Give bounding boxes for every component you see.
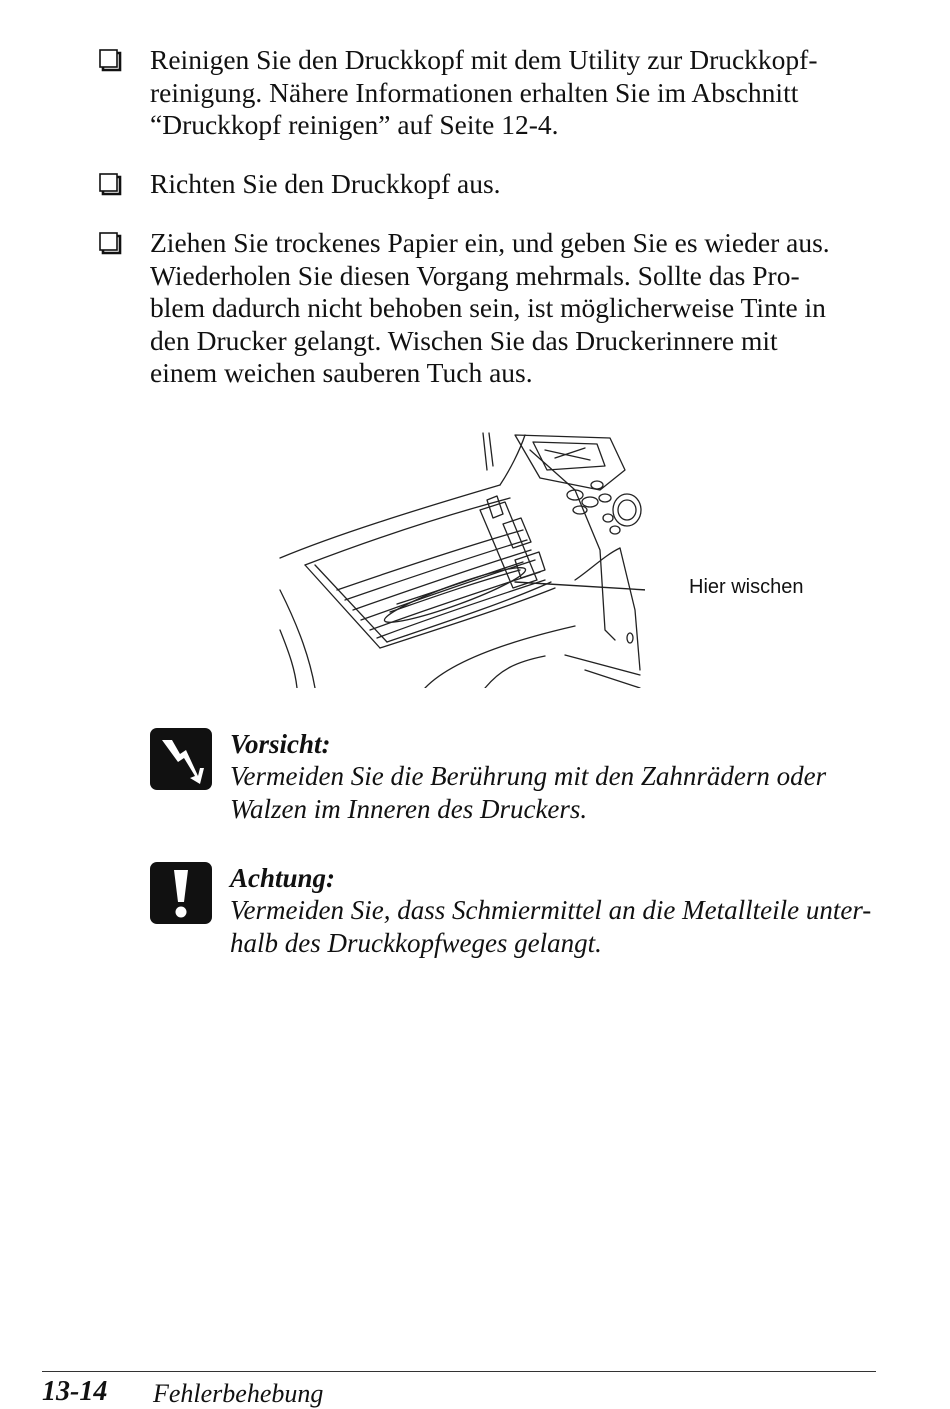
bullet-text: Reinigen Sie den Druckkopf mit dem Utility zur Druckkopf- reinigung. Nähere Informationen erhalten Sie im Abschnitt “Druckkopf reinigen” auf Seite 12-4. — [150, 44, 818, 140]
attention-text: Vermeiden Sie, dass Schmiermittel an die Metallteile unter- halb des Druckkopfweges gelangt. — [230, 895, 872, 958]
checkbox-bullet-icon — [98, 227, 122, 257]
printer-drawing — [275, 430, 645, 688]
bullet-text: Ziehen Sie trockenes Papier ein, und geben Sie es wieder aus. Wiederholen Sie diesen Vorgang mehrmals. Sollte das Pro- blem dadurch nicht behoben sein, ist möglicherweise Tinte in den Drucker gelangt. Wischen Sie das Druckerinnere mit einem weichen sauberen Tuch aus. — [150, 227, 830, 388]
caution-title: Vorsicht: — [230, 729, 331, 759]
exclamation-icon — [150, 862, 212, 924]
bullet-item — [98, 44, 888, 142]
checkbox-bullet-icon — [98, 44, 122, 74]
checkbox-bullet-icon — [98, 168, 122, 198]
page-number: 13-14 — [42, 1376, 108, 1407]
bullet-item — [98, 227, 888, 390]
footer-divider — [42, 1371, 876, 1372]
bullet-item — [98, 168, 888, 201]
attention-title: Achtung: — [230, 863, 336, 893]
section-name: Fehlerbehebung — [153, 1379, 324, 1408]
caution-notice — [150, 728, 890, 826]
attention-notice — [150, 862, 890, 960]
caution-text: Vermeiden Sie die Berührung mit den Zahnrädern oder Walzen im Inneren des Druckers. — [230, 761, 827, 824]
lightning-warning-icon — [150, 728, 212, 790]
bullet-text: Richten Sie den Druckkopf aus. — [150, 168, 501, 199]
printer-illustration — [275, 430, 815, 688]
callout-label: Hier wischen — [689, 576, 804, 598]
